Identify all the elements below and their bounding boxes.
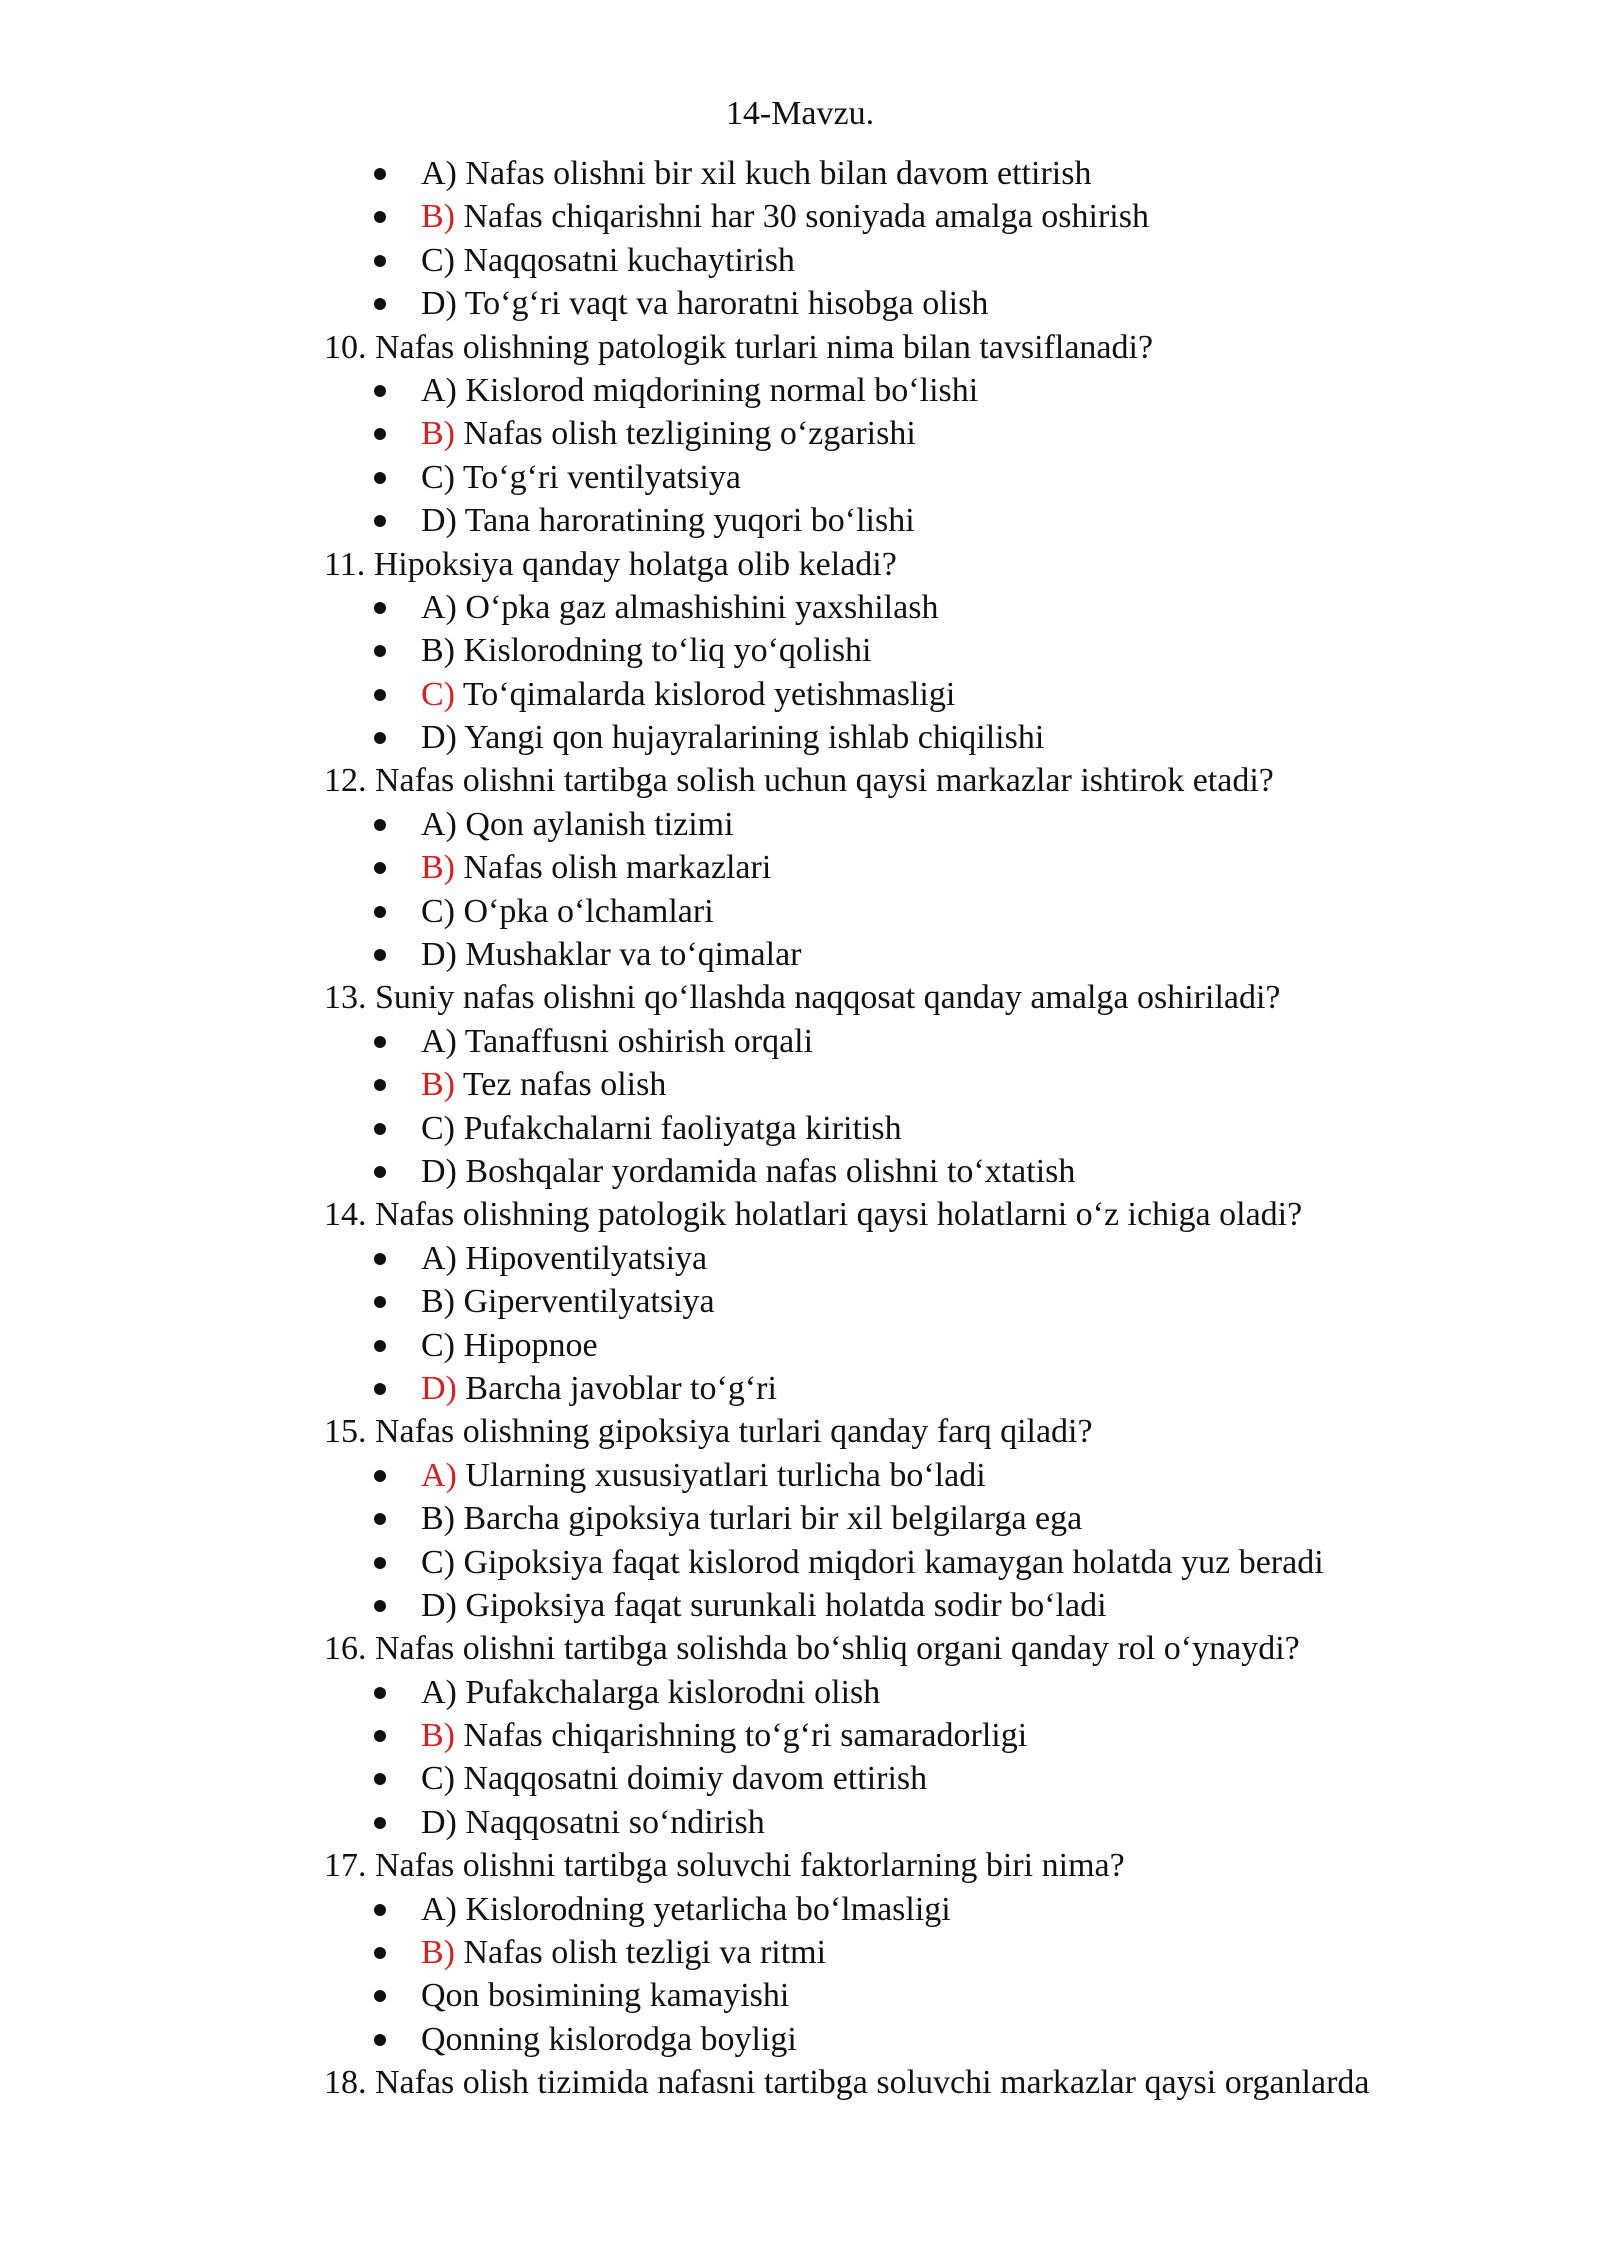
correct-answer-letter: B) xyxy=(421,849,455,887)
option-letter: A) xyxy=(421,1890,457,1928)
bullet-icon xyxy=(374,1470,386,1482)
answer-option xyxy=(324,195,1600,238)
answer-option xyxy=(324,1454,1600,1497)
bullet-icon xyxy=(374,168,386,180)
bullet-icon xyxy=(374,1947,386,1959)
option-letter: D) xyxy=(421,1803,457,1841)
question-text: 11. Hipoksiya qanday holatga olib keladi? xyxy=(324,545,897,583)
bullet-icon xyxy=(374,906,386,918)
answer-option xyxy=(324,1584,1600,1627)
option-letter: B) xyxy=(421,1283,455,1321)
answer-option xyxy=(324,803,1600,846)
option-letter: A) xyxy=(421,588,457,626)
bullet-icon xyxy=(374,1079,386,1091)
answer-option xyxy=(324,456,1600,499)
option-text: Nafas olish tezligi va ritmi xyxy=(463,1934,827,1972)
option-text: Tez nafas olish xyxy=(462,1066,667,1104)
bullet-icon xyxy=(374,1513,386,1525)
option-text: Kislorodning to‘liq yo‘qolishi xyxy=(463,632,872,670)
correct-answer-letter: B) xyxy=(421,1066,455,1104)
question-list xyxy=(324,152,1600,2105)
option-text: Gipoksiya faqat kislorod miqdori kamaygan holatda yuz beradi xyxy=(463,1543,1324,1581)
bullet-icon xyxy=(374,298,386,310)
option-text: Barcha javoblar to‘g‘ri xyxy=(465,1369,777,1407)
option-letter: A) xyxy=(421,1022,457,1060)
answer-option xyxy=(324,586,1600,629)
option-text: Nafas chiqarishni har 30 soniyada amalga oshirish xyxy=(463,198,1149,236)
answer-option xyxy=(324,1280,1600,1323)
bullet-icon xyxy=(374,515,386,527)
bullet-icon xyxy=(374,1817,386,1829)
option-text: To‘g‘ri ventilyatsiya xyxy=(462,458,741,496)
option-text: Hipopnoe xyxy=(463,1326,598,1364)
answer-option xyxy=(324,369,1600,412)
question-text: 17. Nafas olishni tartibga soluvchi faktorlarning biri nima? xyxy=(324,1847,1125,1885)
option-text: Hipoventilyatsiya xyxy=(465,1239,708,1277)
option-text: Naqqosatni kuchaytirish xyxy=(463,241,795,279)
option-letter: B) xyxy=(421,632,455,670)
bullet-icon xyxy=(374,385,386,397)
option-letter: C) xyxy=(421,1109,455,1147)
bullet-icon xyxy=(374,211,386,223)
option-letter: C) xyxy=(421,1326,455,1364)
bullet-icon xyxy=(374,602,386,614)
bullet-icon xyxy=(374,949,386,961)
option-letter: D) xyxy=(421,936,457,974)
option-text: Qonning kislorodga boyligi xyxy=(421,2020,797,2058)
answer-option xyxy=(324,1757,1600,1800)
option-letter: C) xyxy=(421,892,455,930)
option-text: Qon bosimining kamayishi xyxy=(421,1977,790,2015)
option-text: O‘pka gaz almashishini yaxshilash xyxy=(465,588,939,626)
option-text: Kislorod miqdorining normal bo‘lishi xyxy=(465,371,979,409)
answer-option xyxy=(324,1931,1600,1974)
answer-option xyxy=(324,673,1600,716)
correct-answer-letter: A) xyxy=(421,1456,457,1494)
bullet-icon xyxy=(374,255,386,267)
bullet-icon xyxy=(374,1123,386,1135)
option-text: Naqqosatni so‘ndirish xyxy=(465,1803,765,1841)
answer-option xyxy=(324,152,1600,195)
option-letter: A) xyxy=(421,805,457,843)
option-text: Ularning xususiyatlari turlicha bo‘ladi xyxy=(465,1456,986,1494)
answer-option xyxy=(324,716,1600,759)
option-text: Barcha gipoksiya turlari bir xil belgilarga ega xyxy=(463,1500,1083,1538)
answer-option xyxy=(324,1671,1600,1714)
answer-option xyxy=(324,1107,1600,1150)
answer-option xyxy=(324,1237,1600,1280)
answer-option xyxy=(324,2018,1600,2061)
option-text: Pufakchalarni faoliyatga kiritish xyxy=(463,1109,902,1147)
option-letter: D) xyxy=(421,502,457,540)
option-text: Boshqalar yordamida nafas olishni to‘xtatish xyxy=(465,1152,1076,1190)
option-text: Pufakchalarga kislorodni olish xyxy=(465,1673,881,1711)
bullet-icon xyxy=(374,1773,386,1785)
answer-option xyxy=(324,629,1600,672)
answer-option xyxy=(324,1888,1600,1931)
option-text: Yangi qon hujayralarining ishlab chiqilishi xyxy=(464,719,1045,757)
option-text: Nafas olish markazlari xyxy=(463,849,772,887)
bullet-icon xyxy=(374,1166,386,1178)
bullet-icon xyxy=(374,1383,386,1395)
bullet-icon xyxy=(374,1730,386,1742)
question-text: 14. Nafas olishning patologik holatlari qaysi holatlarni o‘z ichiga oladi? xyxy=(324,1196,1303,1234)
option-letter: D) xyxy=(421,285,457,323)
correct-answer-letter: D) xyxy=(421,1369,457,1407)
option-letter: A) xyxy=(421,1673,457,1711)
bullet-icon xyxy=(374,1296,386,1308)
option-text: To‘qimalarda kislorod yetishmasligi xyxy=(462,675,956,713)
bullet-icon xyxy=(374,1557,386,1569)
answer-option xyxy=(324,890,1600,933)
answer-option xyxy=(324,412,1600,455)
bullet-icon xyxy=(374,819,386,831)
option-letter: D) xyxy=(421,719,457,757)
correct-answer-letter: B) xyxy=(421,415,455,453)
option-letter: A) xyxy=(421,371,457,409)
answer-option xyxy=(324,1541,1600,1584)
option-letter: D) xyxy=(421,1152,457,1190)
answer-option xyxy=(324,1714,1600,1757)
option-text: Gipoksiya faqat surunkali holatda sodir bo‘ladi xyxy=(465,1586,1107,1624)
bullet-icon xyxy=(374,2034,386,2046)
option-text: Nafas chiqarishning to‘g‘ri samaradorligi xyxy=(463,1717,1028,1755)
page-title: 14-Mavzu. xyxy=(725,95,875,132)
option-letter: A) xyxy=(421,155,457,192)
option-letter: C) xyxy=(421,1760,455,1798)
bullet-icon xyxy=(374,732,386,744)
option-text: Naqqosatni doimiy davom ettirish xyxy=(463,1760,928,1798)
answer-option xyxy=(324,1324,1600,1367)
option-text: Nafas olish tezligining o‘zgarishi xyxy=(463,415,916,453)
option-text: To‘g‘ri vaqt va haroratni hisobga olish xyxy=(464,285,989,323)
option-text: Mushaklar va to‘qimalar xyxy=(465,936,802,974)
bullet-icon xyxy=(374,428,386,440)
correct-answer-letter: B) xyxy=(421,1934,455,1972)
question-text: 15. Nafas olishning gipoksiya turlari qanday farq qiladi? xyxy=(324,1413,1093,1451)
option-text: O‘pka o‘lchamlari xyxy=(463,892,714,930)
bullet-icon xyxy=(374,1340,386,1352)
answer-option xyxy=(324,1150,1600,1193)
answer-option xyxy=(324,1020,1600,1063)
answer-option xyxy=(324,239,1600,282)
bullet-icon xyxy=(374,1990,386,2002)
option-letter: C) xyxy=(421,1543,455,1581)
option-text: Qon aylanish tizimi xyxy=(465,805,734,843)
option-text: Nafas olishni bir xil kuch bilan davom ettirish xyxy=(465,155,1092,192)
correct-answer-letter: C) xyxy=(421,675,455,713)
bullet-icon xyxy=(374,1904,386,1916)
correct-answer-letter: B) xyxy=(421,1717,455,1755)
question-text: 18. Nafas olish tizimida nafasni tartibga soluvchi markazlar qaysi organlarda xyxy=(324,2064,1370,2102)
option-letter: C) xyxy=(421,458,455,496)
bullet-icon xyxy=(374,472,386,484)
option-text: Kislorodning yetarlicha bo‘lmasligi xyxy=(465,1890,951,1928)
option-letter: B) xyxy=(421,1500,455,1538)
correct-answer-letter: B) xyxy=(421,198,455,236)
answer-option xyxy=(324,1497,1600,1540)
bullet-icon xyxy=(374,1600,386,1612)
answer-option xyxy=(324,1974,1600,2017)
option-letter: C) xyxy=(421,241,455,279)
answer-option xyxy=(324,846,1600,889)
option-letter: D) xyxy=(421,1586,457,1624)
answer-option xyxy=(324,1367,1600,1410)
option-text: Tana haroratining yuqori bo‘lishi xyxy=(464,502,915,540)
answer-option xyxy=(324,933,1600,976)
bullet-icon xyxy=(374,1036,386,1048)
answer-option xyxy=(324,1063,1600,1106)
bullet-icon xyxy=(374,1687,386,1699)
answer-option xyxy=(324,282,1600,325)
bullet-icon xyxy=(374,645,386,657)
question-text: 13. Suniy nafas olishni qo‘llashda naqqosat qanday amalga oshiriladi? xyxy=(324,979,1281,1017)
option-text: Giperventilyatsiya xyxy=(463,1283,715,1321)
answer-option xyxy=(324,1801,1600,1844)
question-text: 10. Nafas olishning patologik turlari nima bilan tavsiflanadi? xyxy=(324,328,1154,366)
bullet-icon xyxy=(374,689,386,701)
bullet-icon xyxy=(374,1253,386,1265)
question-text: 12. Nafas olishni tartibga solish uchun qaysi markazlar ishtirok etadi? xyxy=(324,762,1274,800)
question-text: 16. Nafas olishni tartibga solishda bo‘shliq organi qanday rol o‘ynaydi? xyxy=(324,1630,1300,1668)
answer-option xyxy=(324,499,1600,542)
bullet-icon xyxy=(374,862,386,874)
option-letter: A) xyxy=(421,1239,457,1277)
option-text: Tanaffusni oshirish orqali xyxy=(464,1022,814,1060)
